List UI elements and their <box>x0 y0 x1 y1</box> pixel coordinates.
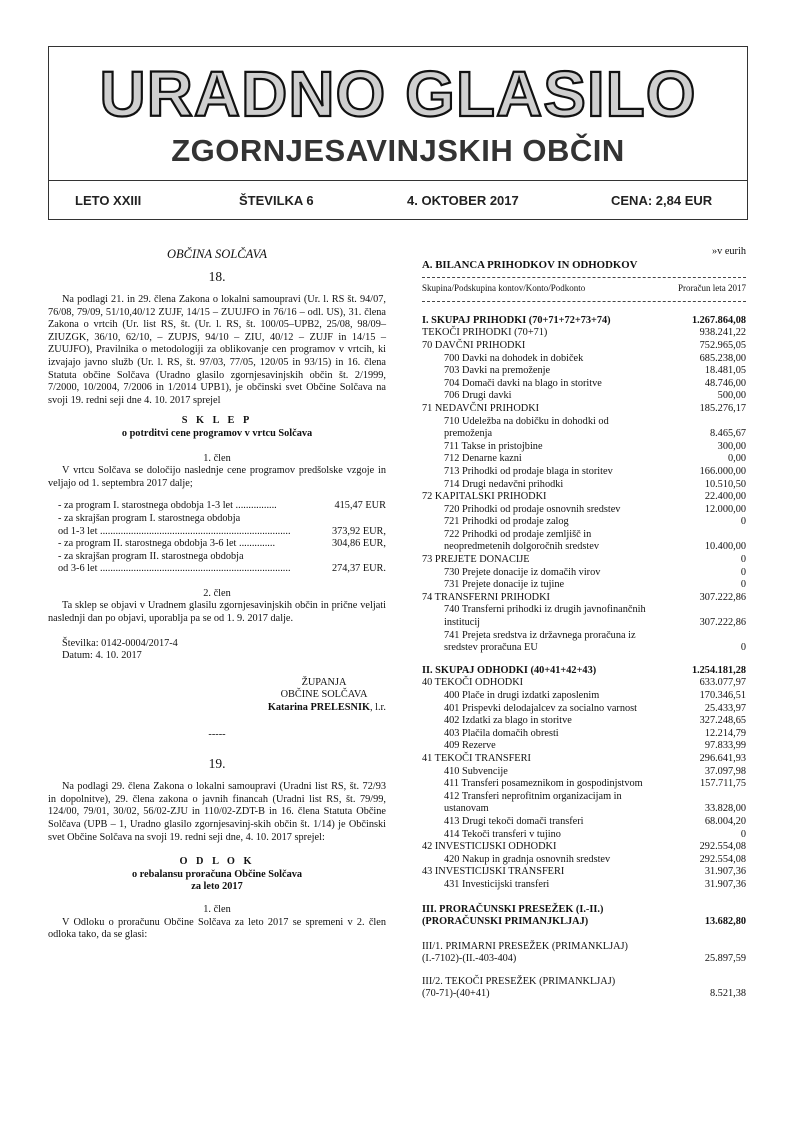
surplus-label-2: (PRORAČUNSKI PRIMANJKLJAJ) <box>422 916 589 928</box>
table-row <box>422 715 746 728</box>
row-label: 703 Davki na premoženje <box>444 365 551 377</box>
ordinance-article-1-heading: 1. člen <box>203 903 231 915</box>
surplus-value: 13.682,80 <box>704 916 746 928</box>
row-label: II. SKUPAJ ODHODKI (40+41+42+43) <box>422 664 597 676</box>
table-row <box>422 753 746 766</box>
row-value: 48.746,00 <box>704 377 746 389</box>
mayor-title: ŽUPANJA <box>301 676 347 688</box>
row-label: 740 Transferni prihodki iz drugih javnofinančnih <box>444 604 646 616</box>
column-header-budget: Proračun leta 2017 <box>678 283 746 294</box>
current-surplus-formula: (70-71)-(40+41) <box>422 988 490 1000</box>
row-label: sredstev proračuna EU <box>444 642 538 654</box>
row-value: 307.222,86 <box>699 617 746 629</box>
table-row <box>422 816 746 829</box>
row-value: 0 <box>740 554 746 566</box>
row-value: 0 <box>740 579 746 591</box>
row-value: 685.238,00 <box>699 352 746 364</box>
article-1-heading: 1. člen <box>203 452 231 464</box>
table-row <box>422 340 746 353</box>
reference-date: Datum: 4. 10. 2017 <box>62 650 142 662</box>
surplus-row <box>422 916 746 929</box>
row-value: 33.828,00 <box>704 803 746 815</box>
row-label: 42 INVESTICIJSKI ODHODKI <box>422 841 557 853</box>
price-label: - za skrajšan program I. starostnega obdobja <box>58 512 241 524</box>
row-value: 185.276,17 <box>699 402 746 414</box>
masthead-divider <box>49 180 747 181</box>
mayor-lr: , l.r. <box>369 702 386 714</box>
row-value: 300,00 <box>717 440 746 452</box>
row-label: 721 Prihodki od prodaje zalog <box>444 516 569 528</box>
document-number-19: 19. <box>208 756 226 772</box>
row-value: 633.077,97 <box>699 677 746 689</box>
table-row <box>422 778 746 791</box>
row-label: 720 Prihodki od prodaje osnovnih sredstev <box>444 503 621 515</box>
surplus-label-1: III. PRORAČUNSKI PRESEŽEK (I.-II.) <box>422 903 604 915</box>
row-label: 401 Prispevki delodajalcev za socialno varnost <box>444 702 638 714</box>
row-label: 403 Plačila domačih obresti <box>444 727 559 739</box>
decision-title: S K L E P <box>181 415 253 427</box>
masthead-title: URADNO GLASILO <box>99 58 697 130</box>
table-row <box>422 604 746 617</box>
table-row <box>422 703 746 716</box>
row-value: 10.400,00 <box>704 541 746 553</box>
row-label: 713 Prihodki od prodaje blaga in storitev <box>444 465 613 477</box>
table-row <box>422 740 746 753</box>
column-header-accounts: Skupina/Podskupina kontov/Konto/Podkonto <box>422 283 586 294</box>
price-value: 415,47 EUR <box>334 500 386 512</box>
row-label: 711 Takse in pristojbine <box>444 440 543 452</box>
table-row <box>422 378 746 391</box>
table-row <box>422 554 746 567</box>
row-value: 0,00 <box>727 453 746 465</box>
current-surplus-value: 8.521,38 <box>709 988 746 1000</box>
row-value: 0 <box>740 828 746 840</box>
table-row <box>422 592 746 605</box>
table-row <box>422 766 746 779</box>
row-label: 409 Rezerve <box>444 740 496 752</box>
revenue-table <box>422 315 746 655</box>
reference-number: Številka: 0142-0004/2017-4 <box>62 637 178 649</box>
row-value: 12.214,79 <box>704 727 746 739</box>
table-row <box>422 728 746 741</box>
row-label: 722 Prihodki od prodaje zemljišč in <box>444 528 592 540</box>
row-label: TEKOČI PRIHODKI (70+71) <box>422 327 548 339</box>
table-row <box>422 365 746 378</box>
expenditure-table <box>422 665 746 892</box>
table-row <box>422 504 746 517</box>
mayor-name: Katarina PRELESNIK <box>267 702 370 714</box>
section-separator: ----- <box>208 728 226 740</box>
table-row <box>422 665 746 678</box>
row-value: 938.241,22 <box>699 327 746 339</box>
row-value: 31.907,36 <box>704 878 746 890</box>
row-value: 0 <box>740 566 746 578</box>
row-label: 741 Prejeta sredstva iz državnega proračuna iz <box>444 629 636 641</box>
table-row <box>422 829 746 842</box>
row-value: 97.833,99 <box>704 740 746 752</box>
row-label: 72 KAPITALSKI PRIHODKI <box>422 491 547 503</box>
primary-surplus-value: 25.897,59 <box>704 953 746 965</box>
row-label: 706 Drugi davki <box>444 390 512 402</box>
table-row <box>422 516 746 529</box>
mayor-municipality: OBČINE SOLČAVA <box>280 689 368 701</box>
table-row <box>422 416 746 429</box>
price-row <box>48 500 386 513</box>
current-surplus-label: III/2. TEKOČI PRESEŽEK (PRIMANKLJAJ) <box>422 975 616 987</box>
table-row <box>422 479 746 492</box>
row-label: 43 INVESTICIJSKI TRANSFERI <box>422 866 565 878</box>
primary-surplus-label: III/1. PRIMARNI PRESEŽEK (PRIMANKLJAJ) <box>422 940 628 952</box>
table-row <box>422 541 746 554</box>
row-label: 40 TEKOČI ODHODKI <box>422 677 524 689</box>
masthead-issue: ŠTEVILKA 6 <box>239 193 314 208</box>
balance-heading: A. BILANCA PRIHODKOV IN ODHODKOV <box>422 258 638 271</box>
row-value: 296.641,93 <box>699 752 746 764</box>
row-value: 1.254.181,28 <box>691 664 746 676</box>
table-row <box>422 453 746 466</box>
price-list <box>48 500 386 576</box>
price-value: 274,37 EUR. <box>331 563 386 575</box>
table-row <box>422 491 746 504</box>
row-value: 8.465,67 <box>709 428 746 440</box>
row-label: 73 PREJETE DONACIJE <box>422 554 530 566</box>
row-label: 420 Nakup in gradnja osnovnih sredstev <box>444 853 611 865</box>
row-value: 12.000,00 <box>704 503 746 515</box>
row-label: 414 Tekoči transferi v tujino <box>444 828 561 840</box>
currency-unit: »v eurih <box>711 246 746 257</box>
row-label: 714 Drugi nedavčni prihodki <box>444 478 564 490</box>
row-value: 327.248,65 <box>699 715 746 727</box>
table-row <box>422 841 746 854</box>
ordinance-subtitle-2: za leto 2017 <box>191 881 243 893</box>
price-row <box>48 526 386 539</box>
masthead-date: 4. OKTOBER 2017 <box>407 193 519 208</box>
table-row <box>422 791 746 804</box>
dashed-rule <box>422 277 746 278</box>
current-surplus-row <box>422 988 746 1001</box>
ordinance-article-1-text: V Odloku o proračunu Občine Solčava za leto 2017 se spremeni v 2. člen odloka tako, da se glasi: <box>48 916 386 941</box>
row-value: 37.097,98 <box>704 765 746 777</box>
preamble-18: Na podlagi 21. in 29. člena Zakona o lokalni samoupravi (Ur. l. RS št. 94/07, 76/08, 79/09, 51/10,40/12 ZUJF, 14/15 – ZUUJFO in 76/16 – odl. US), 31. člena Zakona o vrtcih (Ur. list RS, št. (Ur. l. RS, št. 100/05–UPB2, 25/08, 98/09–ZIUZGK, 36/10, 62/10, – ZUPJS, 94/10 – ZIU, 40/12 – ZUJF in 14/15 – ZUUJFO), Pravilnika o metodologiji za oblikovanje cen programov v vrtcih, ki izvajajo javno služb (Ur. l. RS, št. 97/03, 77/05, 120/05 in 93/15) in 16. člena Statuta občine Solčava (Uradno glasilo zgornjesavinjskih občin št. 2/1999, 7/2000, 10/2004, 7/2006 in 1/2014 UPB1), je občinski svet Občine Solčava na svoji 19. redni seji dne 4. 10. 2017 sprejel <box>48 294 386 406</box>
table-row <box>422 466 746 479</box>
table-row <box>422 529 746 542</box>
row-value: 307.222,86 <box>699 591 746 603</box>
table-row <box>422 866 746 879</box>
row-label: 70 DAVČNI PRIHODKI <box>422 339 526 351</box>
price-label: - za program II. starostnega obdobja 3-6 let .............. <box>58 538 276 550</box>
row-label: 731 Prejete donacije iz tujine <box>444 579 565 591</box>
price-value: 373,92 EUR, <box>331 525 386 537</box>
table-row <box>422 642 746 655</box>
row-label: 402 Izdatki za blago in storitve <box>444 715 572 727</box>
row-value: 752.965,05 <box>699 339 746 351</box>
table-row <box>422 879 746 892</box>
row-value: 18.481,05 <box>704 365 746 377</box>
row-value: 25.433,97 <box>704 702 746 714</box>
row-value: 0 <box>740 516 746 528</box>
price-label: od 1-3 let .......................................................................... <box>58 525 291 537</box>
right-column <box>422 246 746 1001</box>
row-label: 710 Udeležba na dobičku in dohodki od <box>444 415 609 427</box>
row-label: ustanovam <box>444 803 489 815</box>
left-column <box>48 246 386 942</box>
row-label: 431 Investicijski transferi <box>444 878 550 890</box>
article-2-heading: 2. člen <box>203 587 231 599</box>
table-row <box>422 403 746 416</box>
table-row <box>422 428 746 441</box>
table-row <box>422 854 746 867</box>
table-row <box>422 441 746 454</box>
decision-subtitle: o potrditvi cene programov v vrtcu Solčava <box>121 427 313 439</box>
table-header <box>422 282 746 295</box>
masthead-price: CENA: 2,84 EUR <box>611 193 713 208</box>
ordinance-subtitle-1: o rebalansu proračuna Občine Solčava <box>131 868 303 880</box>
table-row <box>422 803 746 816</box>
dashed-rule <box>422 301 746 302</box>
primary-surplus-formula: (I.-7102)-(II.-403-404) <box>422 953 517 965</box>
row-label: I. SKUPAJ PRIHODKI (70+71+72+73+74) <box>422 314 611 326</box>
row-label: 71 NEDAVČNI PRIHODKI <box>422 402 540 414</box>
table-row <box>422 315 746 328</box>
row-value: 22.400,00 <box>704 491 746 503</box>
row-value: 10.510,50 <box>704 478 746 490</box>
row-value: 166.000,00 <box>699 465 746 477</box>
row-value: 68.004,20 <box>704 815 746 827</box>
primary-surplus-row <box>422 953 746 966</box>
mayor-name-line <box>48 702 386 715</box>
row-label: 41 TEKOČI TRANSFERI <box>422 752 531 764</box>
document-number-18: 18. <box>208 269 226 284</box>
row-label: 74 TRANSFERNI PRIHODKI <box>422 591 550 603</box>
article-1-text: V vrtcu Solčava se določijo naslednje cene programov predšolske vzgoje in veljajo od 1. septembra 2017 dalje; <box>48 465 386 489</box>
row-label: 712 Denarne kazni <box>444 453 522 465</box>
table-row <box>422 390 746 403</box>
table-row <box>422 690 746 703</box>
row-label: 400 Plače in drugi izdatki zaposlenim <box>444 690 600 701</box>
table-row <box>422 567 746 580</box>
row-value: 170.346,51 <box>699 690 746 701</box>
table-row <box>422 677 746 690</box>
row-value: 292.554,08 <box>699 841 746 853</box>
price-row <box>48 513 386 526</box>
price-label: od 3-6 let .......................................................................... <box>58 563 291 575</box>
price-label: - za skrajšan program II. starostnega obdobja <box>58 550 244 562</box>
article-2-text: Ta sklep se objavi v Uradnem glasilu zgornjesavinjskih občin in prične veljati naslednji dan po objavi, uporablja pa se od 1. 9. 2017 dalje. <box>48 600 386 625</box>
row-value: 31.907,36 <box>704 866 746 878</box>
ordinance-title: O D L O K <box>179 856 255 868</box>
row-label: neopredmetenih dolgoročnih sredstev <box>444 541 599 553</box>
price-value: 304,86 EUR, <box>331 538 386 550</box>
row-label: 410 Subvencije <box>444 765 508 777</box>
table-row <box>422 579 746 592</box>
municipality-heading: OBČINA SOLČAVA <box>167 247 267 261</box>
price-label: - za program I. starostnega obdobja 1-3 let ................ <box>58 500 277 512</box>
row-label: institucij <box>444 617 481 629</box>
row-label: 411 Transferi posameznikom in gospodinjstvom <box>444 778 643 790</box>
row-label: 704 Domači davki na blago in storitve <box>444 377 602 389</box>
row-value: 0 <box>740 642 746 654</box>
table-row <box>422 327 746 340</box>
row-label: premoženja <box>444 428 493 440</box>
row-value: 292.554,08 <box>699 853 746 865</box>
row-value: 157.711,75 <box>700 778 746 790</box>
signature-block <box>48 677 386 702</box>
row-label: 413 Drugi tekoči domači transferi <box>444 815 584 827</box>
price-row <box>48 551 386 564</box>
masthead-subtitle: ZGORNJESAVINJSKIH OBČIN <box>171 133 625 168</box>
row-label: 700 Davki na dohodek in dobiček <box>444 352 584 364</box>
table-row <box>422 617 746 630</box>
table-row <box>422 630 746 643</box>
masthead <box>48 46 748 220</box>
row-value: 1.267.864,08 <box>691 314 746 326</box>
table-row <box>422 353 746 366</box>
preamble-19: Na podlagi 29. člena Zakona o lokalni samoupravi (Uradni list RS, št. 72/93 in dopolnitve), 29. člena zakona o javnih financah (Uradni list RS, št. 79/99, 124/00, 79/01, 30/02, 56/02-ZJU in 110/02-ZDT-B in 16. člena Statuta Občine Solčava (UPB – 1, Uradno glasilo zgornjesavinj-skih občin št. 1/14) je Občinski svet Občine Solčava na svoji 19. redni seji dne, 4. 10. 2017 sprejel: <box>48 781 386 843</box>
row-value: 500,00 <box>717 390 746 402</box>
price-row <box>48 563 386 576</box>
row-label: 730 Prejete donacije iz domačih virov <box>444 566 601 578</box>
masthead-year: LETO XXIII <box>75 193 142 208</box>
price-row <box>48 538 386 551</box>
row-label: 412 Transferi neprofitnim organizacijam in <box>444 790 622 802</box>
